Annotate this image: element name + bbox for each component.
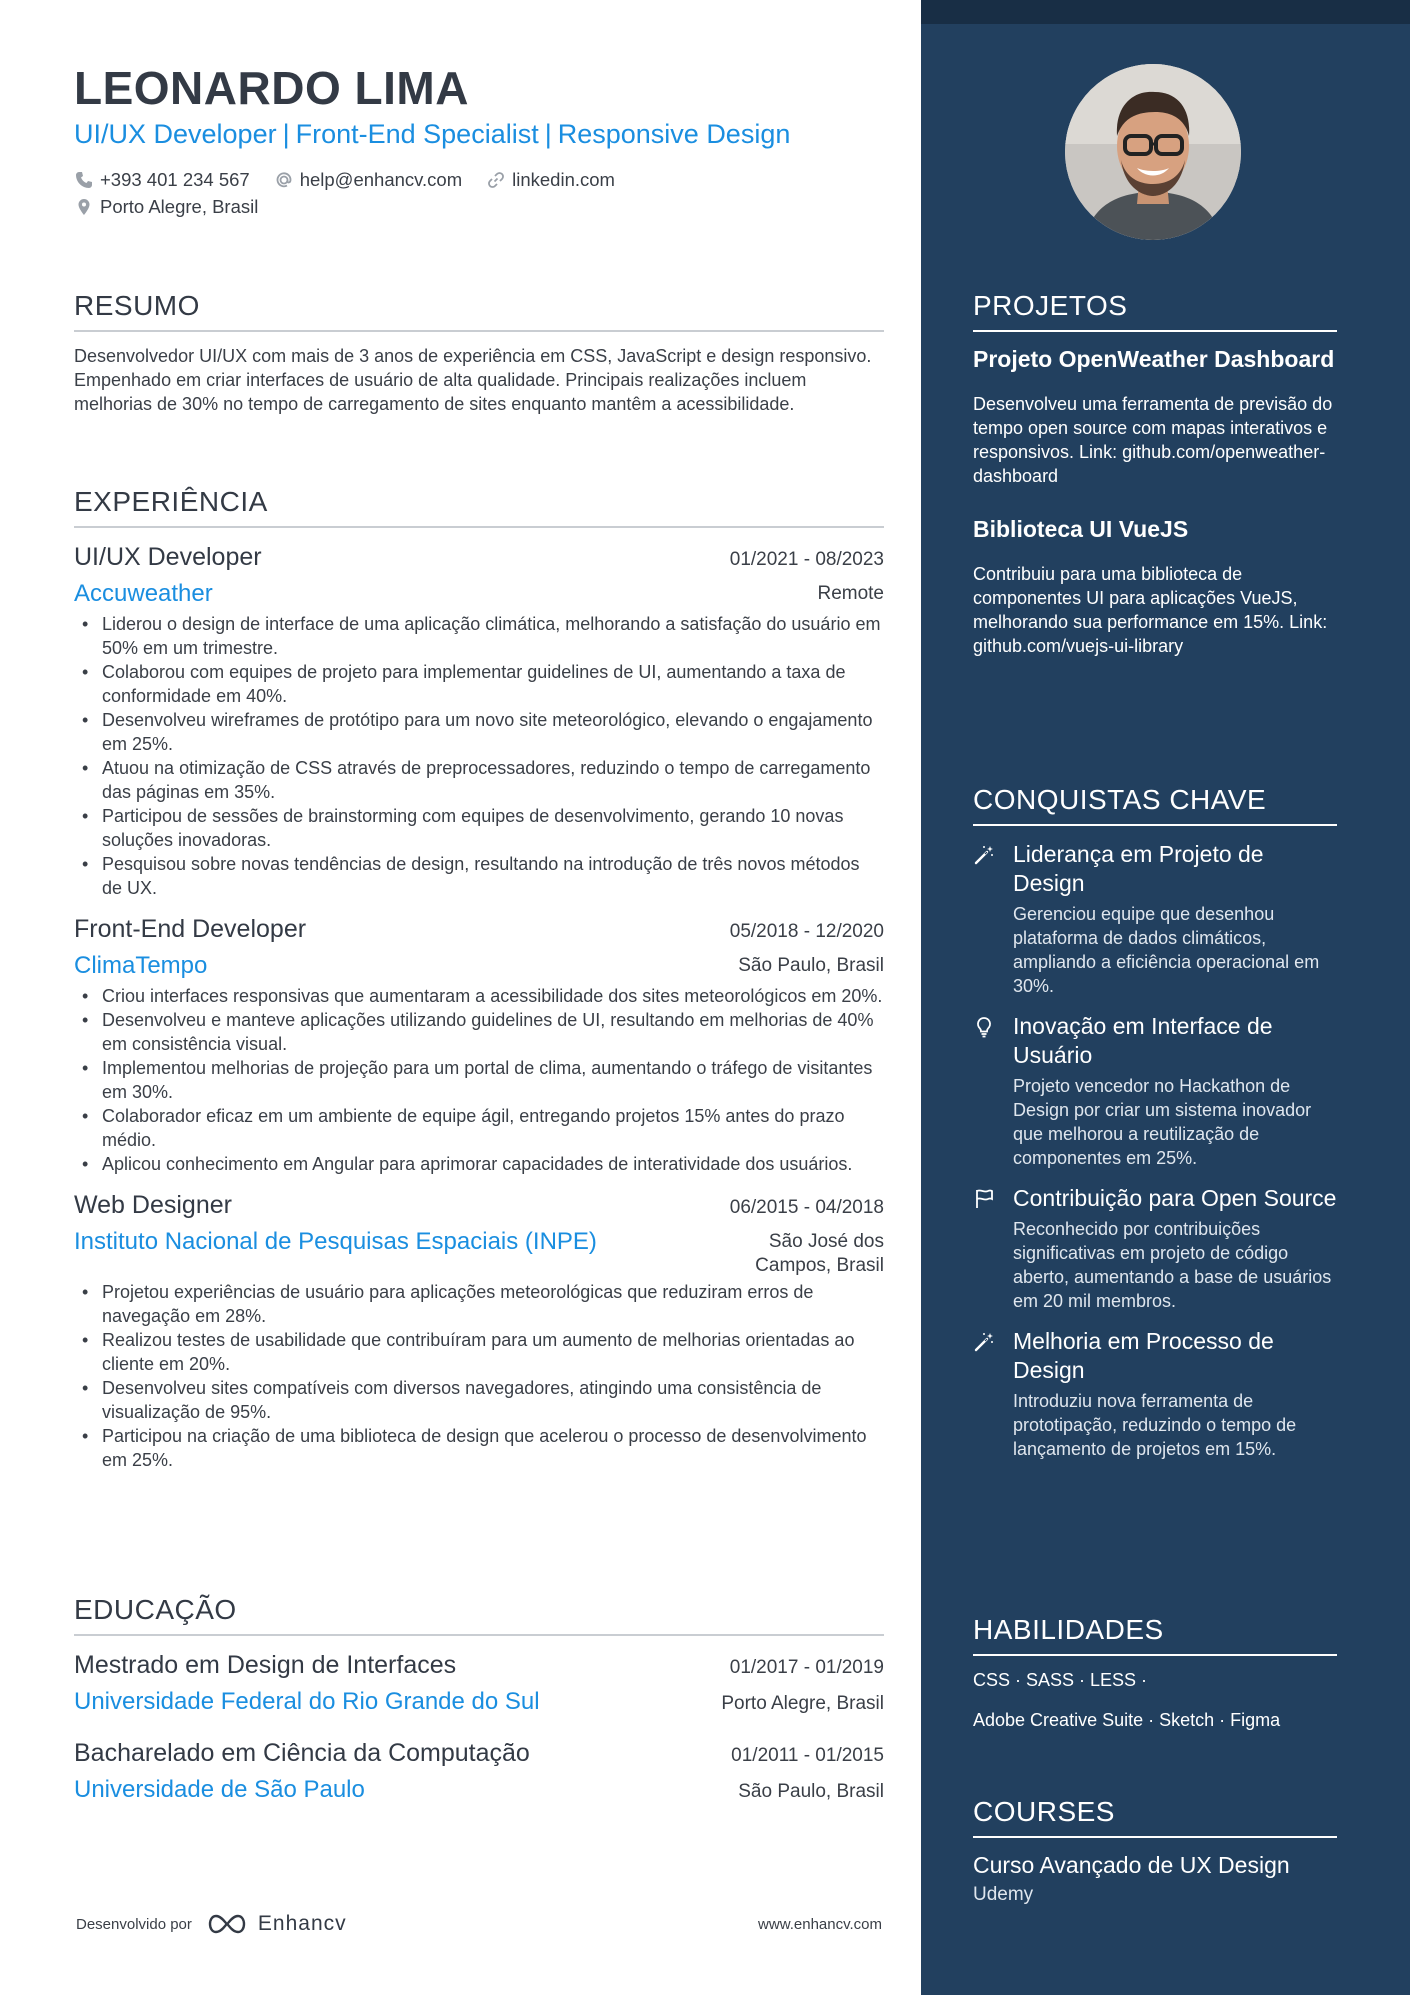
achievement-title: Liderança em Projeto de Design xyxy=(1013,841,1264,896)
achievements-section xyxy=(973,782,1337,1461)
job-entry xyxy=(74,912,884,1176)
enhancv-logo[interactable] xyxy=(204,1912,347,1936)
education-entry xyxy=(74,1736,884,1806)
at-icon xyxy=(274,170,294,190)
job-title: Web Designer xyxy=(74,1191,232,1219)
projects-section xyxy=(973,288,1337,658)
achievement-description: Projeto vencedor no Hackathon de Design por criar um sistema inovador que melhorou a reutilização de componentes em 25%. xyxy=(1013,1076,1312,1168)
flag-icon xyxy=(973,1184,999,1313)
resume-header xyxy=(74,60,884,220)
skills-list xyxy=(973,1668,1337,1732)
email-contact[interactable] xyxy=(274,166,462,193)
magic-wand-icon xyxy=(973,1327,999,1461)
skills-row: Adobe Creative Suite · Sketch · Figma xyxy=(973,1710,1281,1730)
job-bullets xyxy=(74,612,884,900)
job-title: UI/UX Developer xyxy=(74,543,262,571)
website-link[interactable]: www.enhancv.com xyxy=(758,1915,882,1933)
projects-heading: PROJETOS xyxy=(973,288,1337,332)
degree-title: Mestrado em Design de Interfaces xyxy=(74,1651,457,1679)
achievement-description: Reconhecido por contribuições significativas em projeto de código aberto, aumentando a base de usuários em 20 mil membros. xyxy=(1013,1219,1332,1311)
built-by-label: Desenvolvido por xyxy=(76,1915,192,1933)
job-location xyxy=(755,1230,884,1278)
project-entry xyxy=(973,344,1337,488)
map-pin-icon xyxy=(74,197,94,217)
school-location: São Paulo, Brasil xyxy=(738,1781,884,1802)
job-bullet: • Desenvolveu sites compatíveis com diversos navegadores, atingindo uma consistência de visualização de 95%. xyxy=(74,1376,884,1424)
job-bullet: • Pesquisou sobre novas tendências de design, resultando na introdução de três novos métodos de UX. xyxy=(74,852,884,900)
education-dates: 01/2017 - 01/2019 xyxy=(729,1657,884,1678)
company-name: Accuweather xyxy=(74,580,213,607)
education-heading: EDUCAÇÃO xyxy=(74,1592,884,1636)
skills-heading: HABILIDADES xyxy=(973,1612,1337,1656)
phone-contact[interactable] xyxy=(74,166,250,193)
sidebar-top-band xyxy=(921,0,1410,24)
tagline xyxy=(74,116,884,152)
magic-wand-icon xyxy=(973,840,999,998)
achievement-entry xyxy=(973,1327,1337,1461)
phone-number: +393 401 234 567 xyxy=(100,169,250,190)
job-bullet: • Desenvolveu wireframes de protótipo para um novo site meteorológico, elevando o engajamento em 25%. xyxy=(74,708,884,756)
education-entry xyxy=(74,1648,884,1718)
phone-icon xyxy=(74,170,94,190)
achievement-title: Contribuição para Open Source xyxy=(1013,1185,1337,1211)
brand-name: Enhancv xyxy=(257,1912,347,1935)
job-bullets xyxy=(74,1280,884,1472)
job-bullet: • Participou de sessões de brainstorming com equipes de desenvolvimento, gerando 10 novas soluções inovadoras. xyxy=(74,804,884,852)
degree-title: Bacharelado em Ciência da Computação xyxy=(74,1739,530,1767)
project-title: Biblioteca UI VueJS xyxy=(973,516,1189,542)
achievement-entry xyxy=(973,840,1337,998)
job-dates: 06/2015 - 04/2018 xyxy=(729,1197,884,1218)
page-footer xyxy=(76,1912,882,1936)
job-bullet: • Aplicou conhecimento em Angular para aprimorar capacidades de interatividade dos usuários. xyxy=(74,1152,884,1176)
course-provider: Udemy xyxy=(973,1884,1034,1905)
project-description: Contribuiu para uma biblioteca de componentes UI para aplicações VueJS, melhorando sua performance em 15%. Link: github.com/vuejs-ui-library xyxy=(973,564,1328,656)
project-description: Desenvolveu uma ferramenta de previsão do tempo open source com mapas interativos e responsivos. Link: github.com/openweather-dashboard xyxy=(973,394,1333,486)
summary-heading: RESUMO xyxy=(74,288,884,332)
job-bullet: • Colaborador eficaz em um ambiente de equipe ágil, entregando projetos 15% antes do prazo médio. xyxy=(74,1104,884,1152)
job-entry xyxy=(74,1188,884,1472)
courses-section xyxy=(973,1794,1337,1908)
achievement-title: Inovação em Interface de Usuário xyxy=(1013,1013,1273,1068)
job-bullet: • Atuou na otimização de CSS através de preprocessadores, reduzindo o tempo de carregamento das páginas em 35%. xyxy=(74,756,884,804)
job-bullet: • Desenvolveu e manteve aplicações utilizando guidelines de UI, resultando em melhorias de 40% em consistência visual. xyxy=(74,1008,884,1056)
school-location: Porto Alegre, Brasil xyxy=(721,1693,884,1714)
tagline-role-1: UI/UX Developer xyxy=(74,119,277,149)
school-name: Universidade de São Paulo xyxy=(74,1776,365,1803)
education-section xyxy=(74,1592,884,1806)
job-dates: 05/2018 - 12/2020 xyxy=(729,921,884,942)
project-entry xyxy=(973,514,1337,658)
linkedin-contact[interactable] xyxy=(486,166,615,193)
job-bullet: • Colaborou com equipes de projeto para implementar guidelines de UI, aumentando a taxa de conformidade em 40%. xyxy=(74,660,884,708)
company-name: ClimaTempo xyxy=(74,952,208,979)
infinity-logo-icon xyxy=(204,1912,250,1936)
course-title: Curso Avançado de UX Design xyxy=(973,1852,1290,1878)
project-title: Projeto OpenWeather Dashboard xyxy=(973,346,1335,372)
achievement-entry xyxy=(973,1012,1337,1170)
job-bullet: • Realizou testes de usabilidade que contribuíram para um aumento de melhorias orientadas ao cliente em 20%. xyxy=(74,1328,884,1376)
location-text: Porto Alegre, Brasil xyxy=(100,196,259,217)
company-name: Instituto Nacional de Pesquisas Espaciais (INPE) xyxy=(74,1228,597,1255)
education-dates: 01/2011 - 01/2015 xyxy=(731,1745,884,1766)
email-address: help@enhancv.com xyxy=(299,169,463,190)
sidebar xyxy=(921,0,1410,1995)
skills-section xyxy=(973,1612,1337,1748)
job-dates: 01/2021 - 08/2023 xyxy=(729,549,884,570)
tagline-separator: | xyxy=(544,119,552,149)
lightbulb-icon xyxy=(973,1012,999,1170)
experience-heading: EXPERIÊNCIA xyxy=(74,484,884,528)
avatar xyxy=(1065,64,1241,240)
job-title: Front-End Developer xyxy=(74,915,307,943)
achievement-title: Melhoria em Processo de Design xyxy=(1013,1328,1274,1383)
job-location: Remote xyxy=(817,583,884,604)
job-bullet: • Criou interfaces responsivas que aumentaram a acessibilidade dos sites meteorológicos em 20%. xyxy=(74,984,884,1008)
job-bullet: • Projetou experiências de usuário para aplicações meteorológicas que reduziram erros de navegação em 28%. xyxy=(74,1280,884,1328)
tagline-role-3: Responsive Design xyxy=(557,119,791,149)
contact-info xyxy=(74,166,884,220)
school-name: Universidade Federal do Rio Grande do Sul xyxy=(74,1688,540,1715)
achievement-description: Gerenciou equipe que desenhou plataforma de dados climáticos, ampliando a eficiência operacional em 30%. xyxy=(1013,904,1320,996)
job-location: São Paulo, Brasil xyxy=(738,955,884,976)
achievement-entry xyxy=(973,1184,1337,1313)
job-bullet: • Implementou melhorias de projeção para um portal de clima, aumentando o tráfego de visitantes em 30%. xyxy=(74,1056,884,1104)
tagline-role-2: Front-End Specialist xyxy=(295,119,539,149)
job-entry xyxy=(74,540,884,900)
linkedin-url: linkedin.com xyxy=(512,169,615,190)
experience-section xyxy=(74,484,884,1472)
summary-section xyxy=(74,288,884,416)
job-location-line: São José dos xyxy=(768,1231,884,1252)
tagline-separator: | xyxy=(282,119,290,149)
achievement-description: Introduziu nova ferramenta de prototipação, reduzindo o tempo de lançamento de projetos em 15%. xyxy=(1013,1391,1297,1459)
courses-heading: COURSES xyxy=(973,1794,1337,1838)
candidate-name: LEONARDO LIMA xyxy=(74,62,469,114)
job-bullet: • Liderou o design de interface de uma aplicação climática, melhorando a satisfação do usuário em 50% em um trimestre. xyxy=(74,612,884,660)
job-location-line: Campos, Brasil xyxy=(755,1255,884,1276)
job-bullet: • Participou na criação de uma biblioteca de design que acelerou o processo de desenvolvimento em 25%. xyxy=(74,1424,884,1472)
job-bullets xyxy=(74,984,884,1176)
location-contact xyxy=(74,193,258,220)
summary-text: Desenvolvedor UI/UX com mais de 3 anos de experiência em CSS, JavaScript e design responsivo. Empenhado em criar interfaces de usuário de alta qualidade. Principais realizações incluem melhorias de 30% no tempo de carregamento de sites enquanto mantêm a acessibilidade. xyxy=(74,346,872,414)
skills-row: CSS · SASS · LESS · xyxy=(973,1670,1148,1690)
achievements-heading: CONQUISTAS CHAVE xyxy=(973,782,1337,826)
link-icon xyxy=(486,170,506,190)
